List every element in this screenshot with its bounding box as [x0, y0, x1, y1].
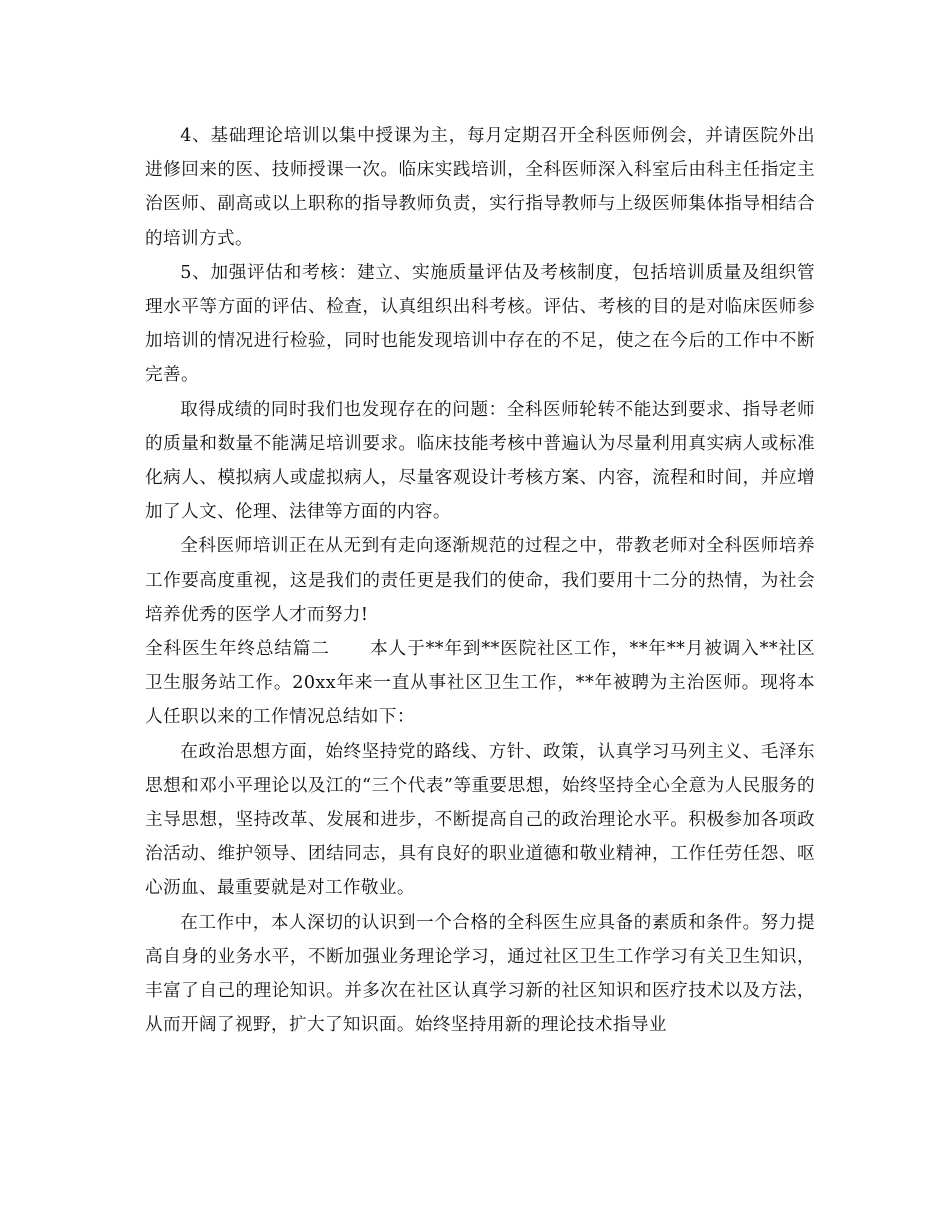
- paragraph-evaluation: 5、加强评估和考核：建立、实施质量评估及考核制度，包括培训质量及组织管理水平等方面的评估、检查，认真组织出科考核。评估、考核的目的是对临床医师参加培训的情况进行检验，同时也能发现培训中存在的不足，使之在今后的工作中不断完善。: [145, 262, 815, 386]
- paragraph-political-thought: 在政治思想方面，始终坚持党的路线、方针、政策，认真学习马列主义、毛泽东思想和邓小平理论以及江的“三个代表”等重要思想，始终坚持全心全意为人民服务的主导思想，坚持改革、发展和进步，不断提高自己的政治理论水平。积极参加各项政治活动、维护领导、团结同志，具有良好的职业道德和敬业精神，工作任劳任怨、呕心沥血、最重要就是对工作敬业。: [145, 741, 815, 899]
- section-intro-text: 本人于**年到**医院社区工作，**年**月被调入**社区卫生服务站工作。20xx年来一直从事社区卫生工作，**年被聘为主治医师。现将本人任职以来的工作情况总结如下：: [145, 639, 815, 728]
- paragraph-training-method: 4、基础理论培训以集中授课为主，每月定期召开全科医师例会，并请医院外出进修回来的医、技师授课一次。临床实践培训，全科医师深入科室后由科主任指定主治医师、副高或以上职称的指导教师负责，实行指导教师与上级医师集体指导相结合的培训方式。: [145, 126, 815, 249]
- document-body: [145, 119, 815, 1042]
- paragraph-conclusion: 全科医师培训正在从无到有走向逐渐规范的过程之中，带教老师对全科医师培养工作要高度重视，这是我们的责任更是我们的使命，我们要用十二分的热情，为社会培养优秀的医学人才而努力!: [145, 536, 815, 625]
- paragraph-problems: 取得成绩的同时我们也发现存在的问题：全科医师轮转不能达到要求、指导老师的质量和数量不能满足培训要求。临床技能考核中普遍认为尽量利用真实病人或标准化病人、模拟病人或虚拟病人，尽量客观设计考核方案、内容，流程和时间，并应增加了人文、伦理、法律等方面的内容。: [145, 399, 815, 523]
- section-title: 全科医生年终总结篇二: [145, 639, 330, 660]
- section-two-intro-paragraph: [145, 632, 815, 735]
- paragraph-work: 在工作中，本人深切的认识到一个合格的全科医生应具备的素质和条件。努力提高自身的业务水平，不断加强业务理论学习，通过社区卫生工作学习有关卫生知识，丰富了自己的理论知识。并多次在社区认真学习新的社区知识和医疗技术以及方法，从而开阔了视野，扩大了知识面。始终坚持用新的理论技术指导业: [145, 912, 815, 1036]
